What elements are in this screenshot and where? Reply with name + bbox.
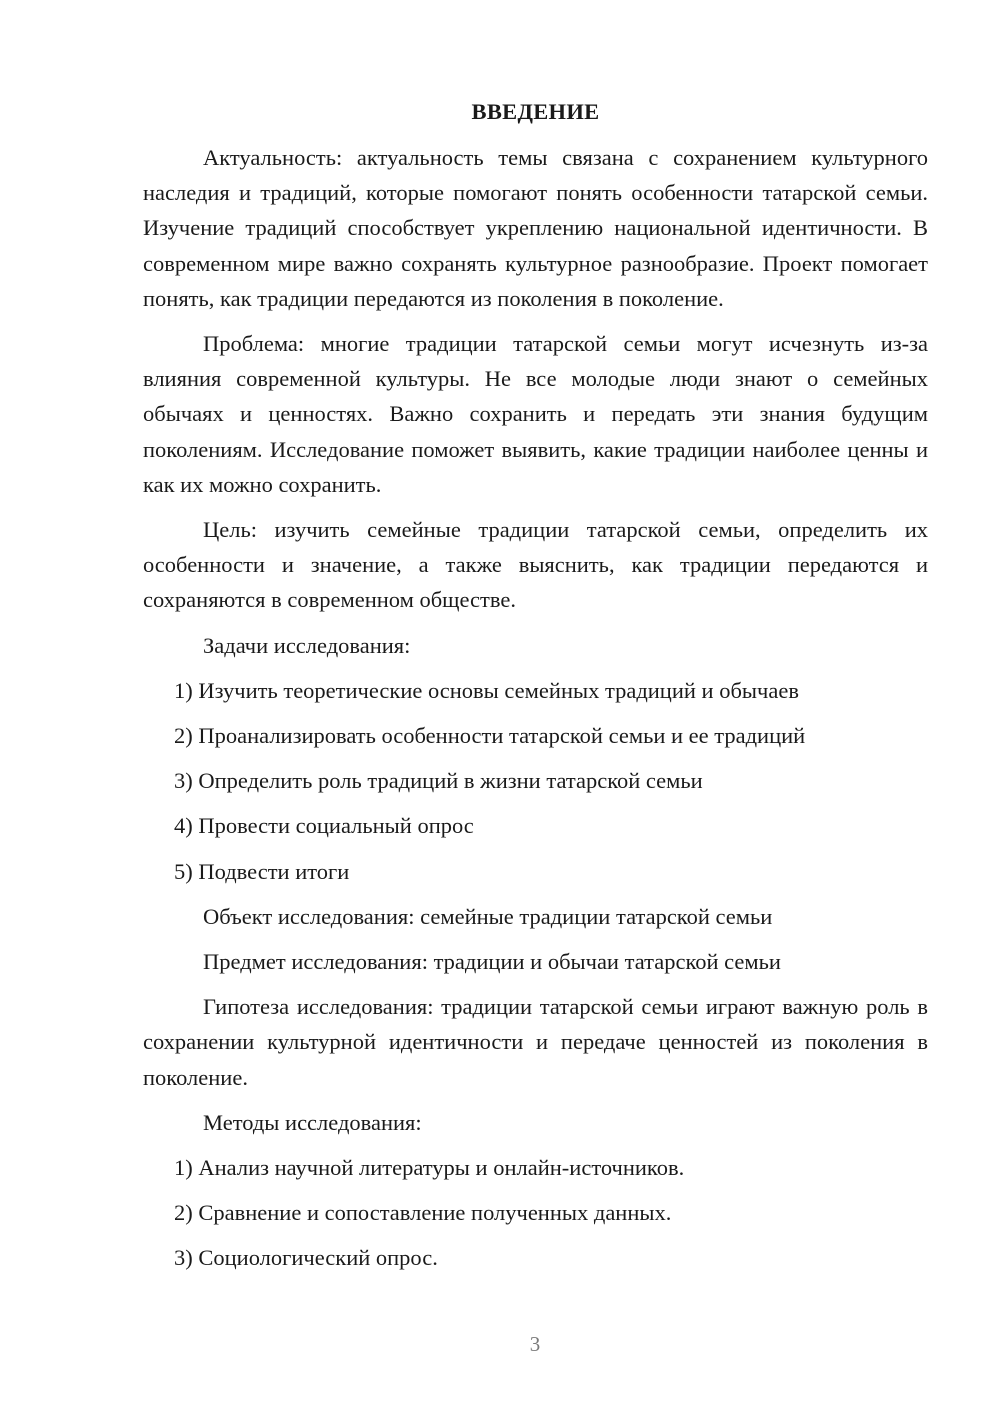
methods-list <box>143 1150 928 1276</box>
list-item: 1) Анализ научной литературы и онлайн-источников. <box>174 1155 685 1181</box>
list-item: 5) Подвести итоги <box>174 858 350 884</box>
hypothesis-paragraph: Гипотеза исследования: традиции татарской семьи играют важную роль в сохранении культурной идентичности и передаче ценностей из поколения в поколение. <box>143 994 928 1090</box>
list-item: 2) Сравнение и сопоставление полученных данных. <box>174 1200 672 1226</box>
page-title: ВВЕДЕНИЕ <box>471 99 600 124</box>
page-number: 3 <box>529 1332 541 1356</box>
list-item: 2) Проанализировать особенности татарской семьи и ее традиций <box>174 723 806 749</box>
document-page <box>143 90 928 1286</box>
tasks-list <box>143 673 928 889</box>
goal-paragraph: Цель: изучить семейные традиции татарской семьи, определить их особенности и значение, а также выяснить, как традиции передаются и сохраняются в современном обществе. <box>143 517 928 613</box>
list-item: 1) Изучить теоретические основы семейных традиций и обычаев <box>174 677 799 703</box>
methods-heading: Методы исследования: <box>203 1109 422 1135</box>
tasks-heading: Задачи исследования: <box>203 632 411 658</box>
relevance-paragraph: Актуальность: актуальность темы связана с сохранением культурного наследия и традиций, которые помогают понять особенности татарской семьи. Изучение традиций способствует укреплению национальной идентичности. В современном мире важно сохранять культурное разнообразие. Проект помогает понять, как традиции передаются из поколения в поколение. <box>143 145 928 311</box>
research-object: Объект исследования: семейные традиции татарской семьи <box>203 903 773 929</box>
list-item: 3) Социологический опрос. <box>174 1245 438 1271</box>
research-subject: Предмет исследования: традиции и обычаи татарской семьи <box>203 949 781 975</box>
list-item: 4) Провести социальный опрос <box>174 813 474 839</box>
list-item: 3) Определить роль традиций в жизни татарской семьи <box>174 768 703 794</box>
problem-paragraph: Проблема: многие традиции татарской семьи могут исчезнуть из-за влияния современной культуры. Не все молодые люди знают о семейных обычаях и ценностях. Важно сохранить и передать эти знания будущим поколениям. Исследование поможет выявить, какие традиции наиболее ценны и как их можно сохранить. <box>143 331 928 497</box>
